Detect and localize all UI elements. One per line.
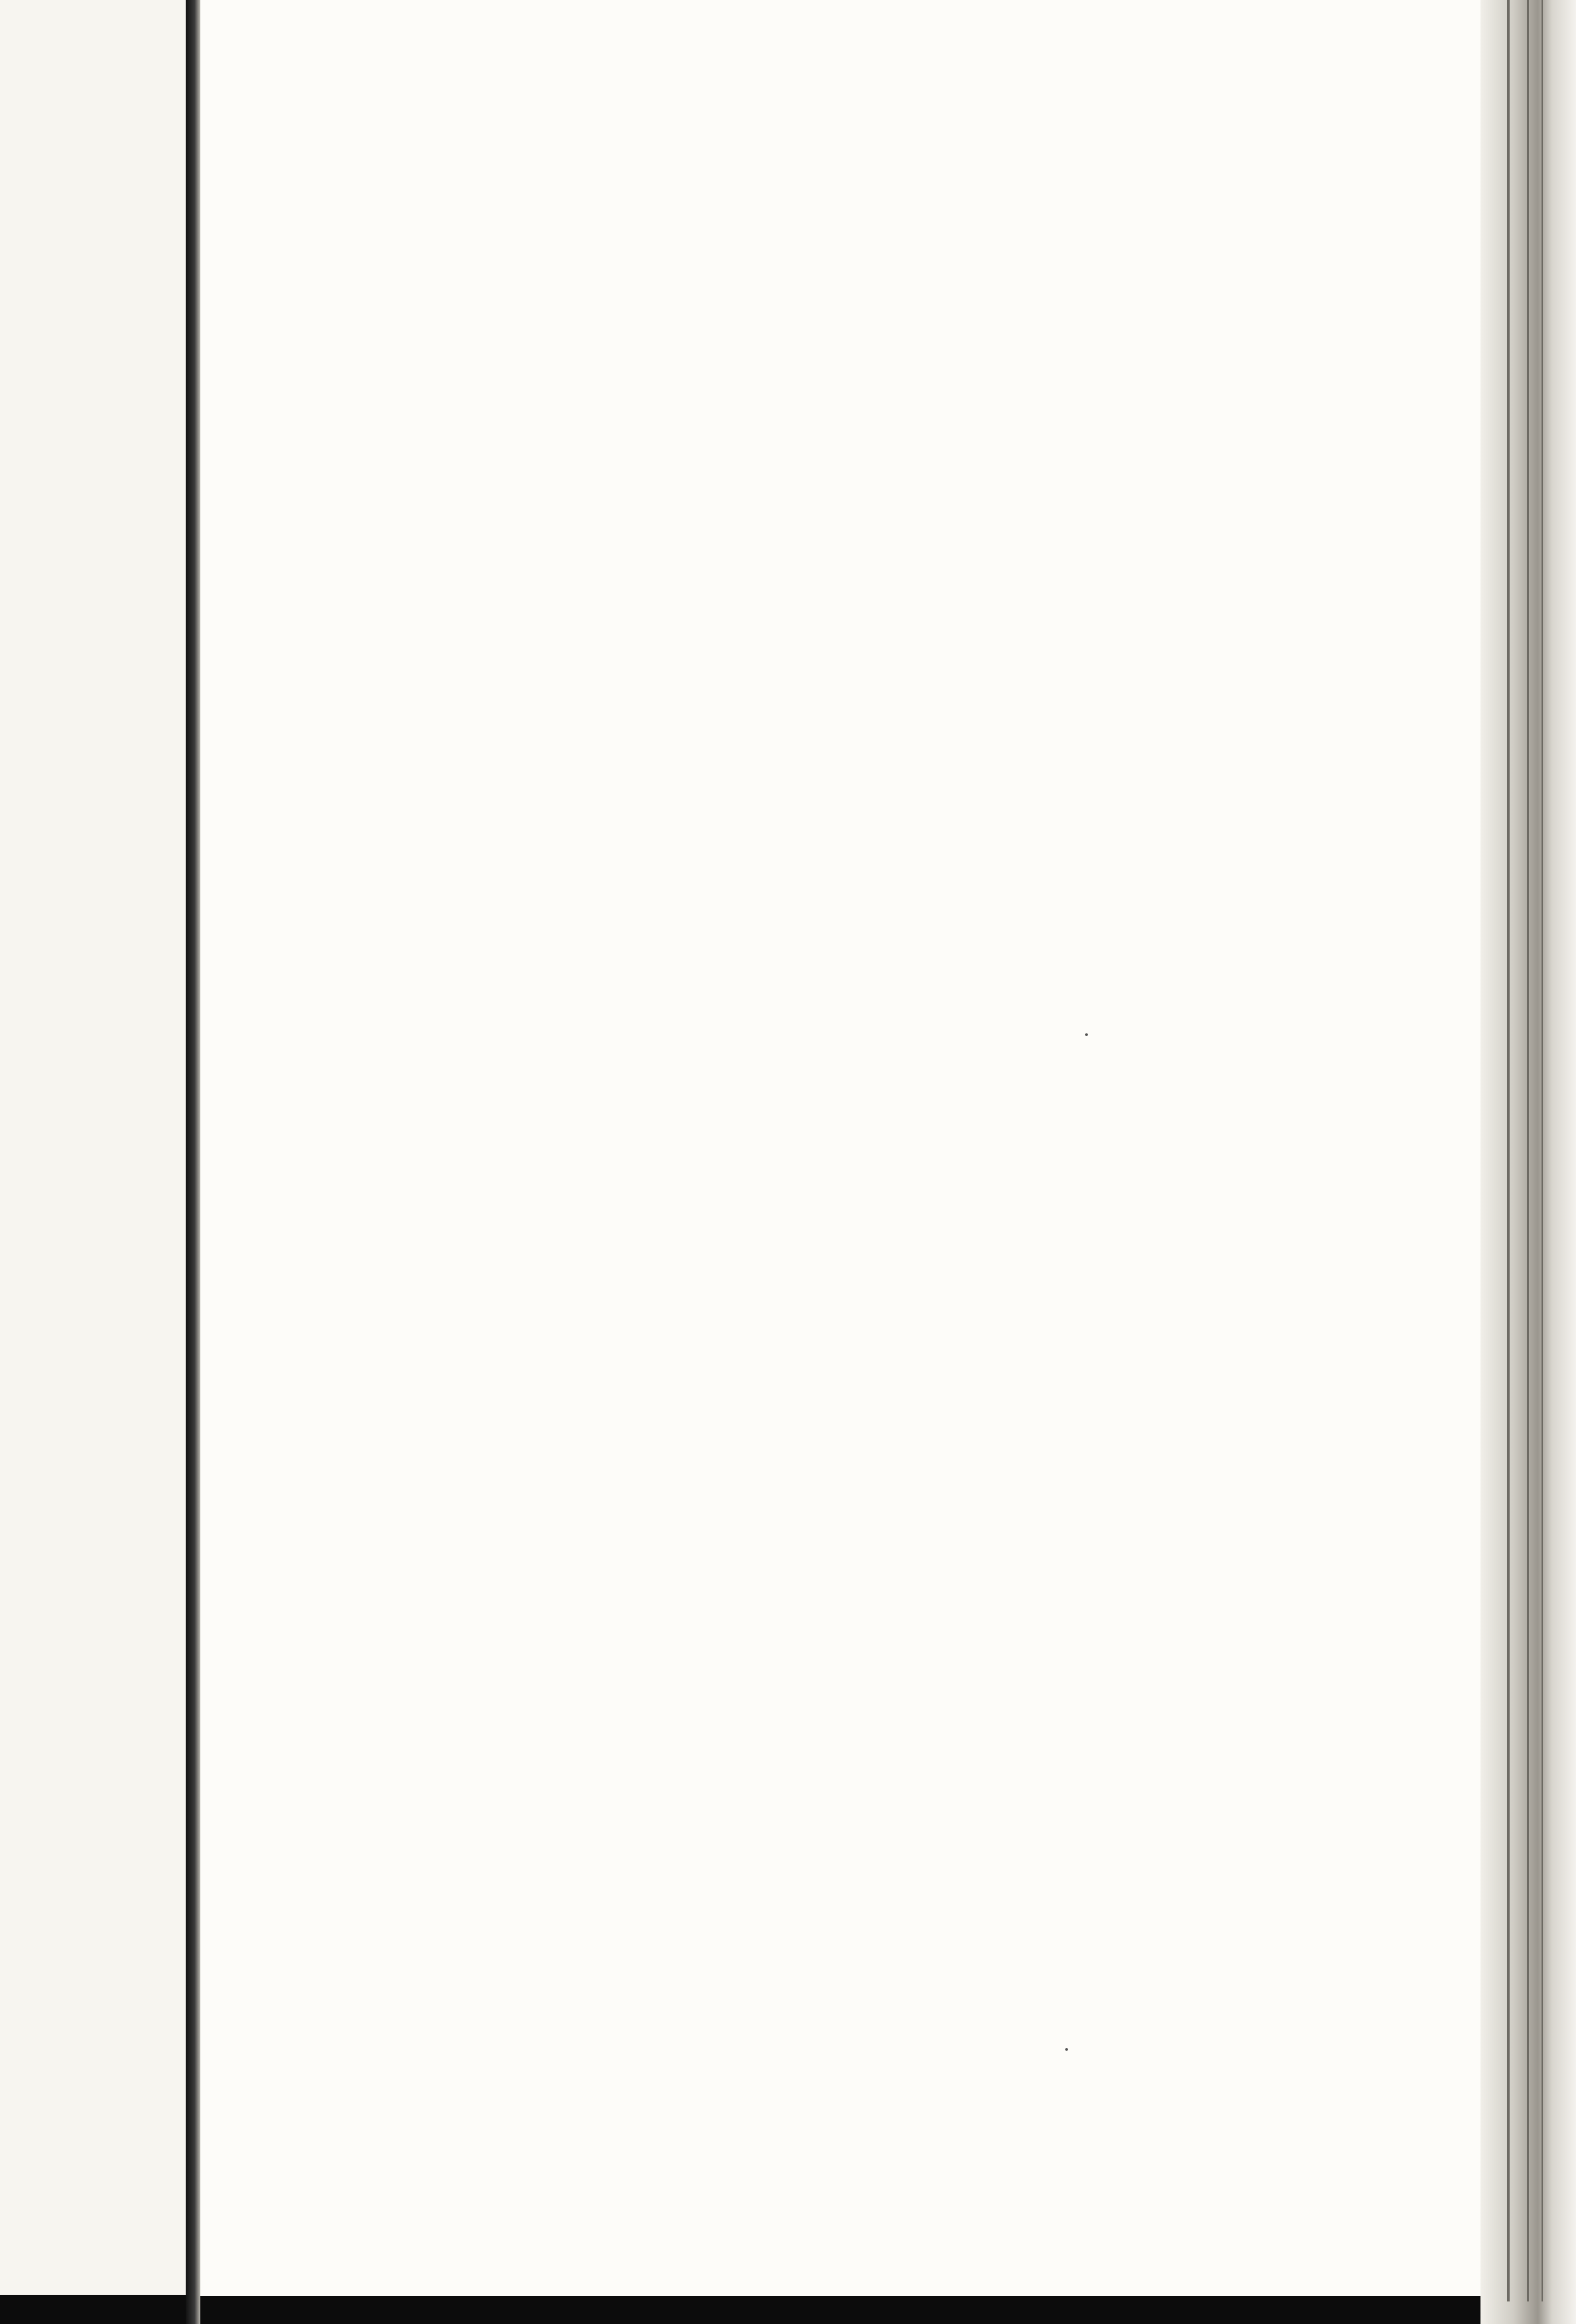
book-gutter [186, 0, 200, 2324]
document-page [200, 0, 1520, 2296]
previous-page-fragment [0, 0, 194, 2295]
page-edge [1480, 0, 1576, 2324]
